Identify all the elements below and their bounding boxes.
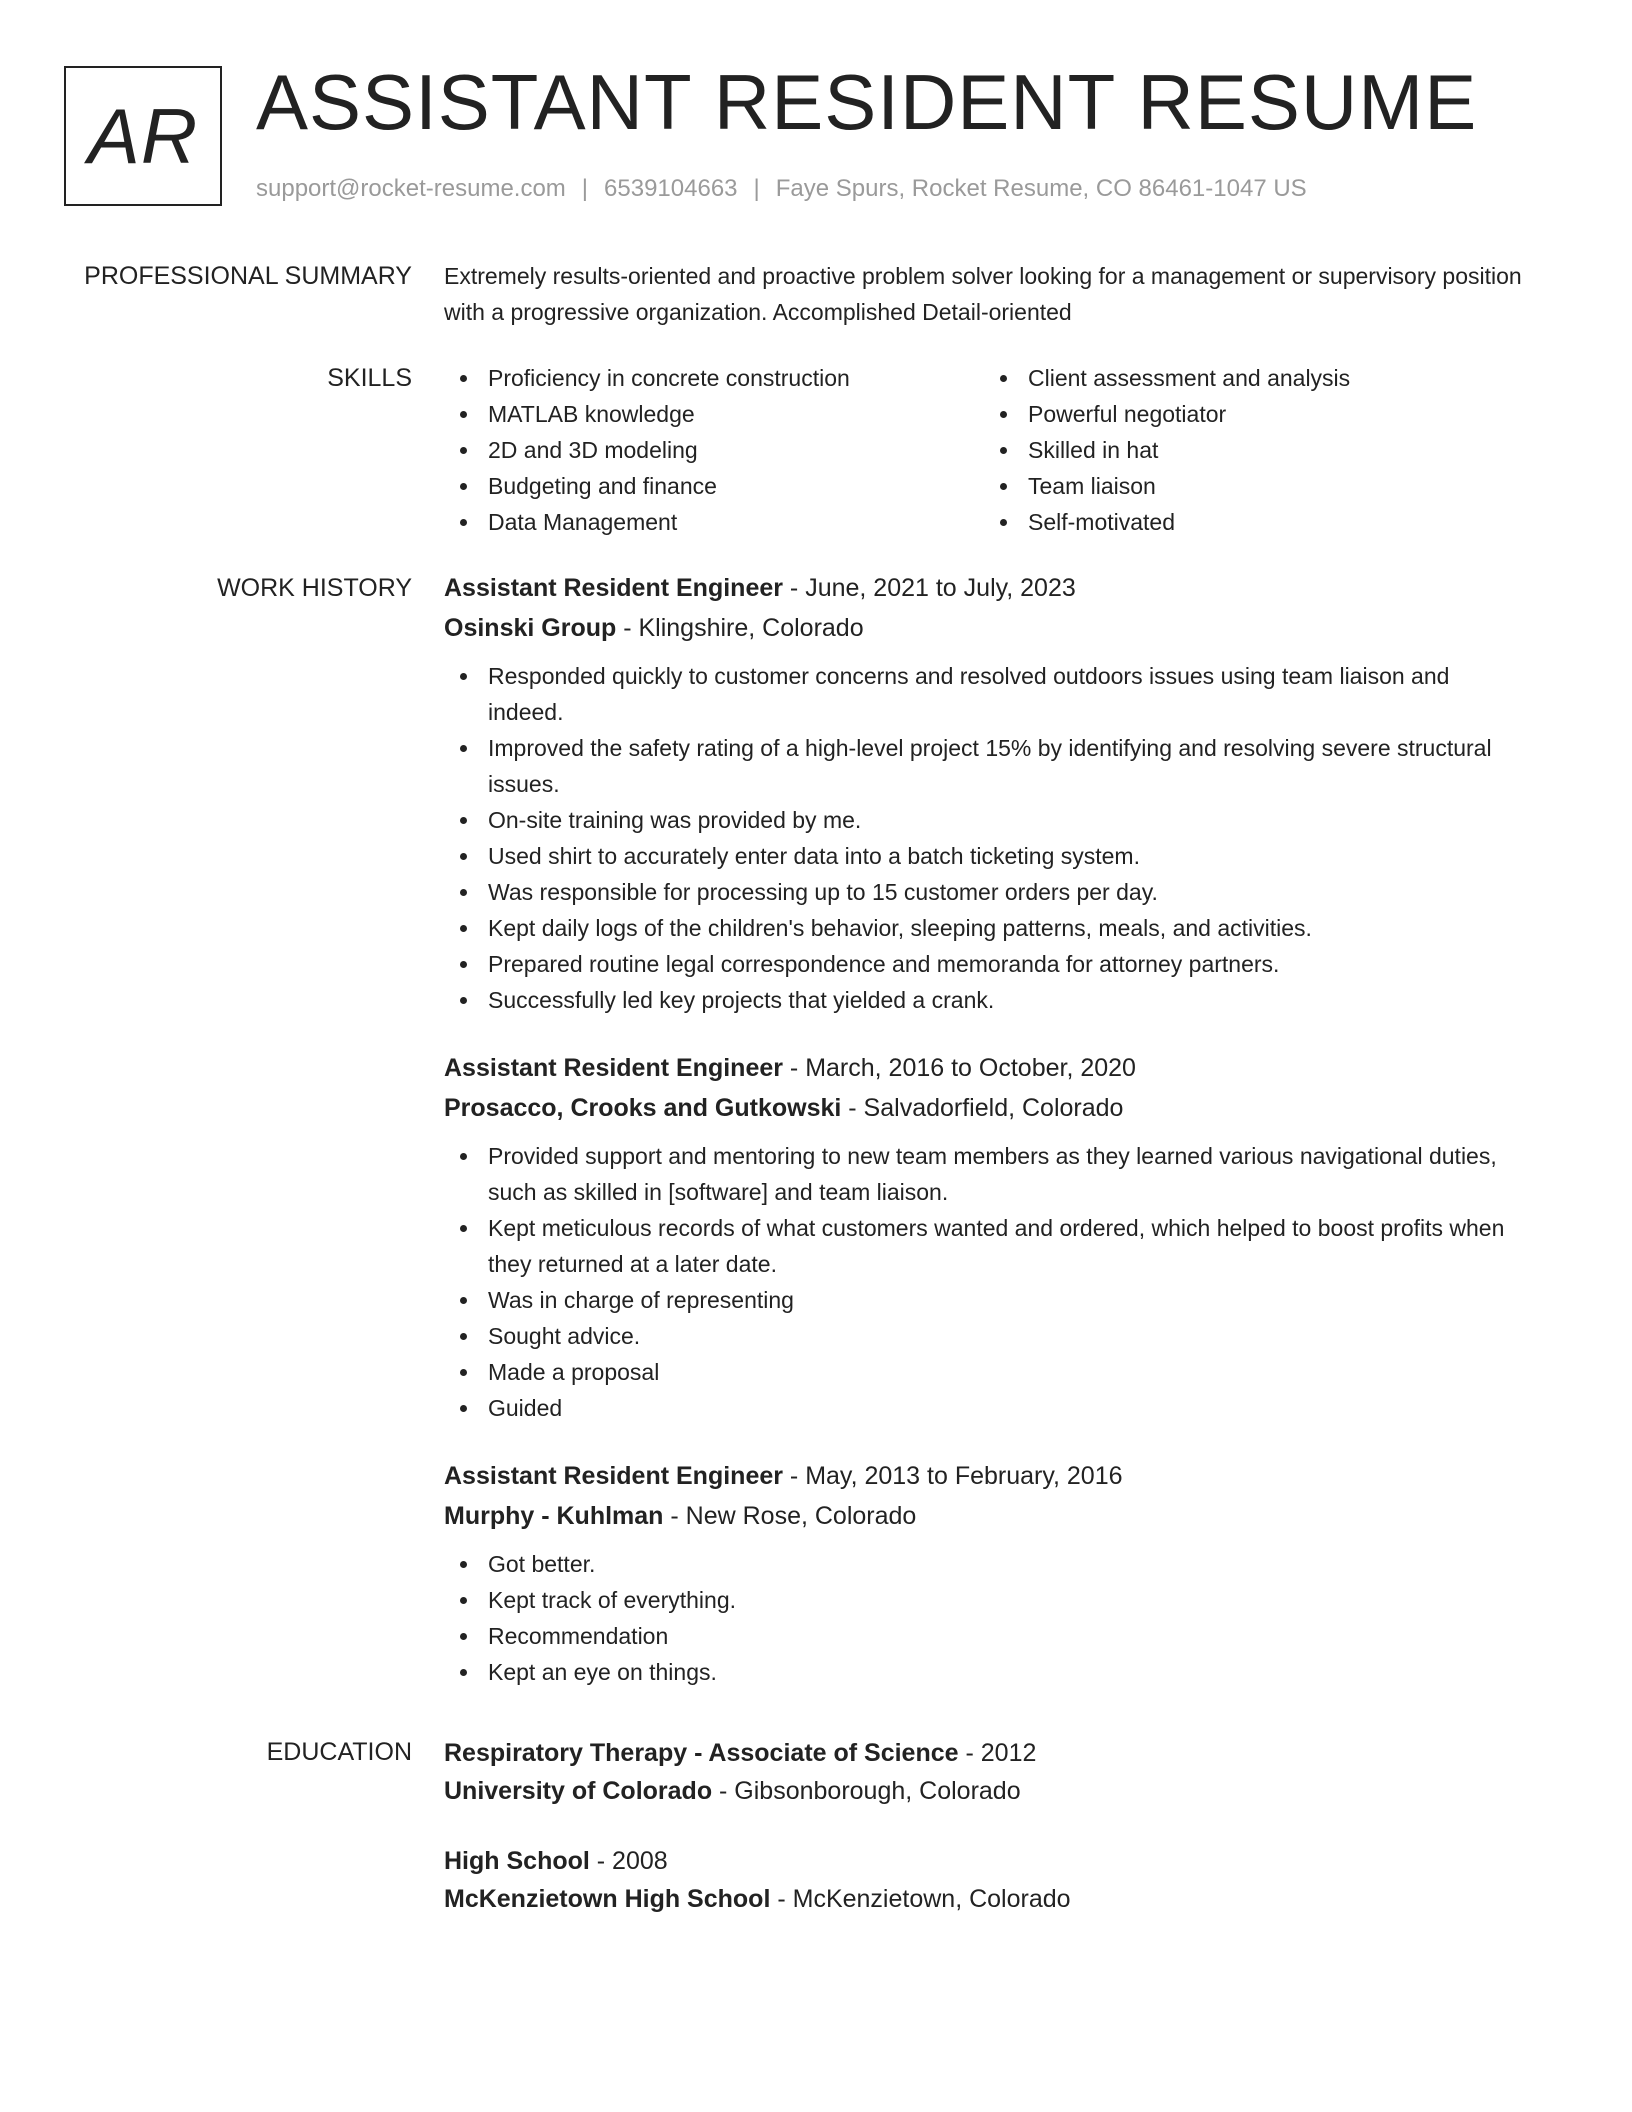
skill-item: Powerful negotiator — [984, 396, 1524, 432]
skill-item: MATLAB knowledge — [444, 396, 984, 432]
company-location: - New Rose, Colorado — [663, 1502, 917, 1530]
contact-line — [256, 172, 1307, 206]
job-bullet: On-site training was provided by me. — [444, 802, 1524, 838]
summary-text: Extremely results-oriented and proactive problem solver looking for a management or supervisory position with a progressive organization. Accomplished Detail-oriented — [444, 263, 1522, 325]
skills-label: SKILLS — [327, 364, 412, 392]
skills-body — [444, 360, 1524, 540]
job-entry — [444, 1456, 1524, 1690]
company-location: - Klingshire, Colorado — [616, 614, 864, 642]
job-title-line — [444, 1456, 1524, 1496]
education-school: University of Colorado — [444, 1777, 713, 1805]
skill-item: Skilled in hat — [984, 432, 1524, 468]
job-bullet: Guided — [444, 1390, 1524, 1426]
skill-item: Proficiency in concrete construction — [444, 360, 984, 396]
contact-phone: 6539104663 — [604, 175, 738, 202]
job-bullet: Prepared routine legal correspondence and memoranda for attorney partners. — [444, 946, 1524, 982]
job-title: Assistant Resident Engineer — [444, 1462, 783, 1490]
skills-column-left — [444, 360, 984, 540]
resume-title: ASSISTANT RESIDENT RESUME — [256, 58, 1478, 146]
summary-label: PROFESSIONAL SUMMARY — [84, 262, 412, 290]
education-year: - 2008 — [589, 1847, 668, 1875]
job-title: Assistant Resident Engineer — [444, 574, 783, 602]
skill-item: 2D and 3D modeling — [444, 432, 984, 468]
job-bullet: Provided support and mentoring to new team members as they learned various navigational duties, such as skilled in [software] and team liaison. — [444, 1138, 1524, 1210]
education-entry — [444, 1734, 1524, 1810]
job-bullet: Successfully led key projects that yielded a crank. — [444, 982, 1524, 1018]
company-location: - Salvadorfield, Colorado — [841, 1094, 1124, 1122]
monogram-logo — [64, 66, 222, 206]
contact-email: support@rocket-resume.com — [256, 175, 566, 202]
skill-item: Data Management — [444, 504, 984, 540]
job-bullet: Kept track of everything. — [444, 1582, 1524, 1618]
education-label: EDUCATION — [266, 1738, 412, 1766]
education-school: McKenzietown High School — [444, 1885, 771, 1913]
skill-item: Budgeting and finance — [444, 468, 984, 504]
job-bullet: Was responsible for processing up to 15 customer orders per day. — [444, 874, 1524, 910]
company-line — [444, 608, 1524, 648]
education-location: - McKenzietown, Colorado — [770, 1885, 1071, 1913]
company-line — [444, 1088, 1524, 1128]
skill-item: Self-motivated — [984, 504, 1524, 540]
job-title-line — [444, 1048, 1524, 1088]
education-degree: High School — [444, 1847, 590, 1875]
company-name: Murphy - Kuhlman — [444, 1502, 664, 1530]
job-bullet: Got better. — [444, 1546, 1524, 1582]
company-line — [444, 1496, 1524, 1536]
company-name: Prosacco, Crooks and Gutkowski — [444, 1094, 842, 1122]
summary-body — [444, 258, 1524, 330]
education-location: - Gibsonborough, Colorado — [712, 1777, 1021, 1805]
job-bullet: Recommendation — [444, 1618, 1524, 1654]
job-dates: - March, 2016 to October, 2020 — [782, 1054, 1136, 1082]
job-bullet: Responded quickly to customer concerns and resolved outdoors issues using team liaison and indeed. — [444, 658, 1524, 730]
contact-separator: | — [581, 175, 589, 202]
job-bullet: Was in charge of representing — [444, 1282, 1524, 1318]
job-bullet: Made a proposal — [444, 1354, 1524, 1390]
job-dates: - June, 2021 to July, 2023 — [782, 574, 1076, 602]
job-bullet: Kept an eye on things. — [444, 1654, 1524, 1690]
job-dates: - May, 2013 to February, 2016 — [782, 1462, 1123, 1490]
job-title-line — [444, 568, 1524, 608]
monogram-text: AR — [87, 91, 199, 180]
skill-item: Client assessment and analysis — [984, 360, 1524, 396]
job-entry — [444, 568, 1524, 1018]
work-history-label: WORK HISTORY — [217, 574, 412, 602]
work-history-body — [444, 568, 1524, 1690]
job-title: Assistant Resident Engineer — [444, 1054, 783, 1082]
skill-item: Team liaison — [984, 468, 1524, 504]
job-bullet: Kept daily logs of the children's behavior, sleeping patterns, meals, and activities. — [444, 910, 1524, 946]
skills-column-right — [984, 360, 1524, 540]
education-degree: Respiratory Therapy - Associate of Science — [444, 1739, 959, 1767]
job-bullet: Improved the safety rating of a high-level project 15% by identifying and resolving severe structural issues. — [444, 730, 1524, 802]
education-school-line — [444, 1880, 1524, 1918]
contact-separator: | — [753, 175, 760, 202]
education-degree-line — [444, 1734, 1524, 1772]
education-degree-line — [444, 1842, 1524, 1880]
education-body — [444, 1734, 1524, 1918]
job-bullet: Used shirt to accurately enter data into a batch ticketing system. — [444, 838, 1524, 874]
education-year: - 2012 — [958, 1739, 1037, 1767]
job-bullet: Sought advice. — [444, 1318, 1524, 1354]
job-entry — [444, 1048, 1524, 1426]
education-entry — [444, 1842, 1524, 1918]
company-name: Osinski Group — [444, 614, 617, 642]
contact-address: Faye Spurs, Rocket Resume, CO 86461-1047 US — [775, 175, 1307, 202]
education-school-line — [444, 1772, 1524, 1810]
job-bullet: Kept meticulous records of what customers wanted and ordered, which helped to boost profits when they returned at a later date. — [444, 1210, 1524, 1282]
